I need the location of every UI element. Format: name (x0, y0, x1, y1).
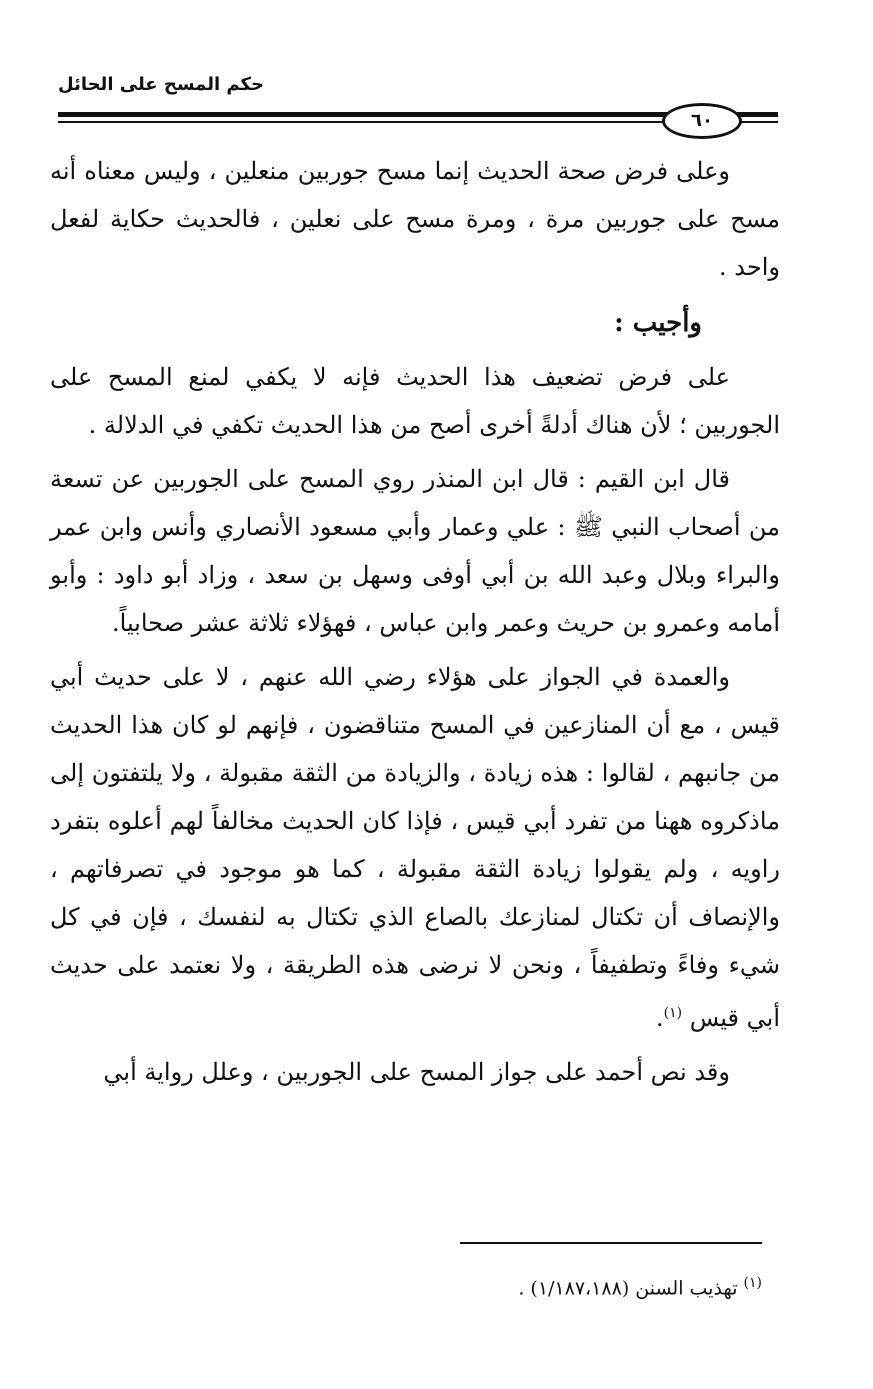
footnote-text: تهذيب السنن (١/١٨٧،١٨٨) . (518, 1277, 738, 1300)
footnote-reference: (١) (663, 1005, 683, 1021)
paragraph-1: وعلى فرض صحة الحديث إنما مسح جوربين منعلين ، وليس معناه أنه مسح على جوربين مرة ، ومرة مسح على نعلين ، فالحديث حكاية لفعل واحد . (50, 157, 780, 281)
paragraph-5: وقد نص أحمد على جواز المسح على الجوربين ، وعلل رواية أبي (103, 1058, 730, 1086)
section-heading-answer: وأجيب : (614, 308, 702, 338)
footnote-marker: (١) (743, 1275, 762, 1291)
page-number: ٦٠ (662, 103, 742, 139)
footnote-separator (460, 1242, 762, 1244)
paragraph-4-tail: . (655, 1004, 664, 1032)
paragraph-4 (50, 653, 780, 1042)
paragraph-3: قال ابن القيم : قال ابن المنذر روي المسح على الجوربين عن تسعة من أصحاب النبي ﷺ : علي وعمار وأبي مسعود الأنصاري وأنس وابن عمر والبراء وبلال وعبد الله بن أبي أوفى وسهل بن سعد ، وزاد أبو داود : وأبو أمامه وعمرو بن حريث وعمر وابن عباس ، فهؤلاء ثلاثة عشر صحابياً. (50, 465, 780, 637)
running-header-title: حكم المسح على الحائل (58, 74, 264, 95)
footnote (300, 1266, 762, 1300)
paragraph-2: على فرض تضعيف هذا الحديث فإنه لا يكفي لمنع المسح على الجوربين ؛ لأن هناك أدلةً أخرى أصح من هذا الحديث تكفي في الدلالة . (50, 363, 780, 439)
body-text (50, 147, 780, 1102)
paragraph-4-text: والعمدة في الجواز على هؤلاء رضي الله عنهم ، لا على حديث أبي قيس ، مع أن المنازعين في المسح متناقضون ، فإنهم لو كان هذا الحديث من جانبهم ، لقالوا : هذه زيادة ، والزيادة من الثقة مقبولة ، ولا يلتفتون إلى ماذكروه ههنا من تفرد أبي قيس ، فإذا كان الحديث مخالفاً لهم أعلوه بتفرد راويه ، ولم يقولوا زيادة الثقة مقبولة ، كما هو موجود في تصرفاتهم ، والإنصاف أن تكتال لمنازعك بالصاع الذي تكتال به لنفسك ، فإن في كل شيء وفاءً وتطفيفاً ، ونحن لا نرضى هذه الطريقة ، ولا نعتمد على حديث أبي قيس (50, 663, 780, 1032)
